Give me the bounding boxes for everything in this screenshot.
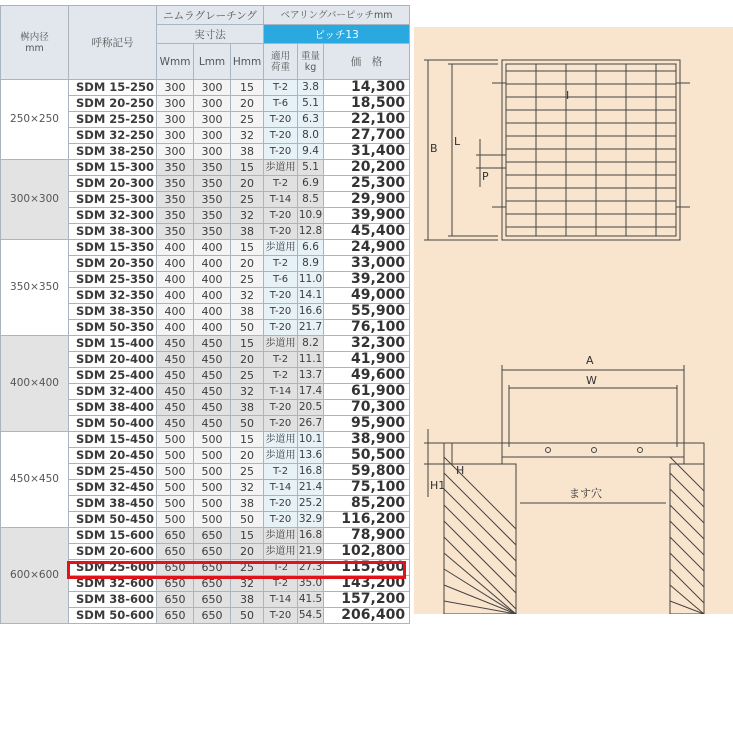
- cell-w: 350: [157, 192, 194, 208]
- cell-code: SDM 32-400: [69, 384, 157, 400]
- cell-price: 39,200: [324, 272, 410, 288]
- cell-load: T-20: [264, 512, 298, 528]
- label-h: H: [456, 464, 465, 477]
- cell-h: 32: [231, 576, 264, 592]
- cell-h: 50: [231, 416, 264, 432]
- cell-l: 400: [194, 304, 231, 320]
- cell-weight: 8.9: [298, 256, 324, 272]
- cell-weight: 21.4: [298, 480, 324, 496]
- cell-price: 157,200: [324, 592, 410, 608]
- cell-l: 450: [194, 352, 231, 368]
- label-w: W: [586, 374, 597, 387]
- table-row: [1, 80, 410, 96]
- cell-load: T-20: [264, 320, 298, 336]
- cell-l: 500: [194, 512, 231, 528]
- cell-code: SDM 15-350: [69, 240, 157, 256]
- cell-w: 300: [157, 112, 194, 128]
- cell-load: T-6: [264, 96, 298, 112]
- table-body: [1, 80, 410, 624]
- cell-price: 31,400: [324, 144, 410, 160]
- cell-price: 143,200: [324, 576, 410, 592]
- cell-price: 61,900: [324, 384, 410, 400]
- cell-load: T-20: [264, 608, 298, 624]
- cell-load: T-20: [264, 416, 298, 432]
- cell-weight: 25.2: [298, 496, 324, 512]
- size-cell: 400×400: [1, 336, 69, 432]
- cell-load: T-2: [264, 464, 298, 480]
- cell-weight: 26.7: [298, 416, 324, 432]
- cell-w: 450: [157, 416, 194, 432]
- cell-price: 27,700: [324, 128, 410, 144]
- cell-code: SDM 15-450: [69, 432, 157, 448]
- size-cell: 350×350: [1, 240, 69, 336]
- cell-h: 20: [231, 448, 264, 464]
- cell-price: 116,200: [324, 512, 410, 528]
- header-pitch13: ピッチ13: [264, 25, 410, 44]
- cell-h: 50: [231, 608, 264, 624]
- cell-code: SDM 32-450: [69, 480, 157, 496]
- cell-code: SDM 38-450: [69, 496, 157, 512]
- cell-load: T-14: [264, 384, 298, 400]
- cell-w: 400: [157, 288, 194, 304]
- cell-code: SDM 15-400: [69, 336, 157, 352]
- cell-h: 15: [231, 160, 264, 176]
- cell-w: 500: [157, 496, 194, 512]
- cell-price: 41,900: [324, 352, 410, 368]
- cell-w: 350: [157, 224, 194, 240]
- cell-w: 450: [157, 384, 194, 400]
- cell-weight: 20.5: [298, 400, 324, 416]
- technical-drawing: [414, 27, 733, 614]
- cell-code: SDM 50-450: [69, 512, 157, 528]
- cell-l: 650: [194, 560, 231, 576]
- cell-load: T-2: [264, 256, 298, 272]
- header-w: Wmm: [157, 44, 194, 80]
- cell-weight: 6.3: [298, 112, 324, 128]
- cell-weight: 54.5: [298, 608, 324, 624]
- table-row: [1, 336, 410, 352]
- cell-weight: 13.6: [298, 448, 324, 464]
- cell-price: 102,800: [324, 544, 410, 560]
- cell-l: 350: [194, 160, 231, 176]
- cell-w: 400: [157, 240, 194, 256]
- cell-l: 350: [194, 224, 231, 240]
- cell-h: 32: [231, 480, 264, 496]
- cell-code: SDM 25-600: [69, 560, 157, 576]
- cell-code: SDM 20-600: [69, 544, 157, 560]
- cell-price: 49,000: [324, 288, 410, 304]
- cell-weight: 8.0: [298, 128, 324, 144]
- cell-load: T-2: [264, 368, 298, 384]
- cell-weight: 32.9: [298, 512, 324, 528]
- cell-weight: 5.1: [298, 96, 324, 112]
- cell-h: 20: [231, 544, 264, 560]
- cell-code: SDM 38-400: [69, 400, 157, 416]
- cell-code: SDM 32-300: [69, 208, 157, 224]
- cell-l: 350: [194, 192, 231, 208]
- cell-load: T-20: [264, 144, 298, 160]
- cell-code: SDM 38-250: [69, 144, 157, 160]
- cell-load: T-20: [264, 128, 298, 144]
- cell-code: SDM 15-250: [69, 80, 157, 96]
- cell-w: 450: [157, 352, 194, 368]
- table-row: [1, 528, 410, 544]
- cell-price: 78,900: [324, 528, 410, 544]
- cell-load: T-14: [264, 192, 298, 208]
- header-bearing-pitch: ベアリングバーピッチmm: [264, 6, 410, 25]
- cell-h: 20: [231, 352, 264, 368]
- label-l: L: [454, 135, 461, 148]
- cell-l: 300: [194, 80, 231, 96]
- header-size: 桝内径 mm: [1, 6, 69, 80]
- cell-w: 300: [157, 96, 194, 112]
- cell-h: 38: [231, 400, 264, 416]
- cell-code: SDM 50-600: [69, 608, 157, 624]
- cell-l: 650: [194, 576, 231, 592]
- cell-price: 18,500: [324, 96, 410, 112]
- cell-w: 400: [157, 320, 194, 336]
- cell-w: 650: [157, 592, 194, 608]
- cell-h: 15: [231, 80, 264, 96]
- cell-price: 32,300: [324, 336, 410, 352]
- cell-l: 400: [194, 240, 231, 256]
- cell-l: 400: [194, 272, 231, 288]
- cell-weight: 21.9: [298, 544, 324, 560]
- cell-price: 85,200: [324, 496, 410, 512]
- cell-load: T-2: [264, 576, 298, 592]
- header-weight: 重量 kg: [298, 44, 324, 80]
- cell-w: 450: [157, 368, 194, 384]
- cell-price: 20,200: [324, 160, 410, 176]
- cell-w: 500: [157, 448, 194, 464]
- cell-code: SDM 32-250: [69, 128, 157, 144]
- cell-w: 300: [157, 128, 194, 144]
- cell-load: 歩道用: [264, 528, 298, 544]
- cell-l: 500: [194, 464, 231, 480]
- cell-w: 500: [157, 432, 194, 448]
- cell-h: 15: [231, 528, 264, 544]
- cell-l: 450: [194, 368, 231, 384]
- cell-w: 450: [157, 336, 194, 352]
- size-cell: 250×250: [1, 80, 69, 160]
- cell-code: SDM 20-400: [69, 352, 157, 368]
- section-view: [424, 365, 704, 614]
- cell-code: SDM 38-350: [69, 304, 157, 320]
- cell-h: 32: [231, 208, 264, 224]
- cell-price: 22,100: [324, 112, 410, 128]
- cell-price: 70,300: [324, 400, 410, 416]
- plan-view: [424, 60, 690, 240]
- cell-load: T-20: [264, 304, 298, 320]
- cell-load: T-2: [264, 560, 298, 576]
- cell-load: T-20: [264, 224, 298, 240]
- label-hole: ます穴: [569, 487, 602, 500]
- cell-load: T-20: [264, 208, 298, 224]
- cell-h: 25: [231, 560, 264, 576]
- cell-load: T-2: [264, 176, 298, 192]
- cell-price: 14,300: [324, 80, 410, 96]
- cell-w: 650: [157, 560, 194, 576]
- cell-w: 650: [157, 576, 194, 592]
- cell-h: 25: [231, 272, 264, 288]
- cell-l: 500: [194, 480, 231, 496]
- cell-load: T-2: [264, 80, 298, 96]
- cell-code: SDM 50-350: [69, 320, 157, 336]
- cell-code: SDM 25-250: [69, 112, 157, 128]
- cell-weight: 6.6: [298, 240, 324, 256]
- header-dimensions: 実寸法: [157, 25, 264, 44]
- cell-load: T-20: [264, 288, 298, 304]
- label-i: I: [566, 89, 570, 102]
- cell-h: 38: [231, 144, 264, 160]
- cell-h: 38: [231, 304, 264, 320]
- spec-table: [0, 5, 410, 624]
- cell-w: 500: [157, 464, 194, 480]
- cell-price: 33,000: [324, 256, 410, 272]
- cell-code: SDM 20-250: [69, 96, 157, 112]
- cell-h: 38: [231, 592, 264, 608]
- cell-weight: 14.1: [298, 288, 324, 304]
- label-a: A: [586, 354, 594, 367]
- cell-code: SDM 15-300: [69, 160, 157, 176]
- header-h: Hmm: [231, 44, 264, 80]
- cell-l: 400: [194, 256, 231, 272]
- header-code: 呼称記号: [69, 6, 157, 80]
- cell-l: 400: [194, 320, 231, 336]
- cell-price: 115,800: [324, 560, 410, 576]
- cell-load: T-20: [264, 496, 298, 512]
- cell-w: 350: [157, 176, 194, 192]
- label-b: B: [430, 142, 438, 155]
- cell-code: SDM 38-300: [69, 224, 157, 240]
- cell-l: 650: [194, 528, 231, 544]
- cell-price: 38,900: [324, 432, 410, 448]
- cell-weight: 13.7: [298, 368, 324, 384]
- cell-load: T-14: [264, 480, 298, 496]
- cell-weight: 16.6: [298, 304, 324, 320]
- cell-l: 500: [194, 496, 231, 512]
- cell-w: 650: [157, 608, 194, 624]
- cell-w: 450: [157, 400, 194, 416]
- cell-l: 450: [194, 336, 231, 352]
- cell-load: 歩道用: [264, 240, 298, 256]
- cell-w: 350: [157, 160, 194, 176]
- size-cell: 450×450: [1, 432, 69, 528]
- cell-h: 38: [231, 224, 264, 240]
- size-cell: 600×600: [1, 528, 69, 624]
- cell-weight: 9.4: [298, 144, 324, 160]
- cell-code: SDM 20-450: [69, 448, 157, 464]
- cell-code: SDM 25-350: [69, 272, 157, 288]
- cell-code: SDM 20-300: [69, 176, 157, 192]
- cell-price: 45,400: [324, 224, 410, 240]
- cell-price: 75,100: [324, 480, 410, 496]
- cell-price: 39,900: [324, 208, 410, 224]
- cell-load: T-14: [264, 592, 298, 608]
- cell-w: 300: [157, 80, 194, 96]
- cell-l: 300: [194, 96, 231, 112]
- cell-load: 歩道用: [264, 544, 298, 560]
- cell-l: 300: [194, 144, 231, 160]
- table-row: [1, 160, 410, 176]
- size-cell: 300×300: [1, 160, 69, 240]
- cell-l: 650: [194, 608, 231, 624]
- cell-h: 15: [231, 336, 264, 352]
- cell-load: 歩道用: [264, 160, 298, 176]
- cell-weight: 6.9: [298, 176, 324, 192]
- cell-l: 400: [194, 288, 231, 304]
- cell-weight: 27.3: [298, 560, 324, 576]
- cell-h: 20: [231, 176, 264, 192]
- cell-load: 歩道用: [264, 448, 298, 464]
- cell-price: 76,100: [324, 320, 410, 336]
- table-row: [1, 240, 410, 256]
- cell-weight: 11.1: [298, 352, 324, 368]
- cell-code: SDM 15-600: [69, 528, 157, 544]
- cell-w: 350: [157, 208, 194, 224]
- cell-code: SDM 20-350: [69, 256, 157, 272]
- cell-l: 450: [194, 400, 231, 416]
- cell-h: 32: [231, 288, 264, 304]
- cell-h: 25: [231, 368, 264, 384]
- cell-w: 400: [157, 256, 194, 272]
- cell-h: 32: [231, 128, 264, 144]
- cell-weight: 16.8: [298, 528, 324, 544]
- cell-price: 59,800: [324, 464, 410, 480]
- cell-l: 300: [194, 112, 231, 128]
- cell-load: T-20: [264, 400, 298, 416]
- cell-code: SDM 32-350: [69, 288, 157, 304]
- cell-l: 450: [194, 384, 231, 400]
- cell-weight: 41.5: [298, 592, 324, 608]
- header-l: Lmm: [194, 44, 231, 80]
- cell-price: 24,900: [324, 240, 410, 256]
- cell-h: 32: [231, 384, 264, 400]
- cell-code: SDM 25-300: [69, 192, 157, 208]
- cell-load: T-2: [264, 352, 298, 368]
- cell-h: 25: [231, 192, 264, 208]
- cell-w: 400: [157, 304, 194, 320]
- cell-price: 206,400: [324, 608, 410, 624]
- cell-weight: 8.2: [298, 336, 324, 352]
- cell-l: 350: [194, 176, 231, 192]
- drawing-panel: [414, 27, 733, 614]
- cell-weight: 5.1: [298, 160, 324, 176]
- cell-price: 49,600: [324, 368, 410, 384]
- label-h1: H1: [430, 479, 446, 492]
- cell-h: 50: [231, 512, 264, 528]
- cell-h: 20: [231, 96, 264, 112]
- cell-code: SDM 38-600: [69, 592, 157, 608]
- cell-code: SDM 32-600: [69, 576, 157, 592]
- cell-l: 500: [194, 448, 231, 464]
- cell-weight: 12.8: [298, 224, 324, 240]
- table-row: [1, 432, 410, 448]
- cell-weight: 10.9: [298, 208, 324, 224]
- cell-h: 25: [231, 112, 264, 128]
- cell-h: 20: [231, 256, 264, 272]
- cell-weight: 10.1: [298, 432, 324, 448]
- cell-l: 500: [194, 432, 231, 448]
- cell-price: 95,900: [324, 416, 410, 432]
- header-price: 価 格: [324, 44, 410, 80]
- cell-h: 38: [231, 496, 264, 512]
- label-p: P: [482, 170, 489, 183]
- cell-weight: 21.7: [298, 320, 324, 336]
- cell-h: 15: [231, 432, 264, 448]
- cell-l: 350: [194, 208, 231, 224]
- header-load: 適用 荷重: [264, 44, 298, 80]
- cell-w: 300: [157, 144, 194, 160]
- cell-price: 25,300: [324, 176, 410, 192]
- cell-w: 400: [157, 272, 194, 288]
- cell-load: 歩道用: [264, 336, 298, 352]
- header-grating: ニムラグレーチング: [157, 6, 264, 25]
- cell-code: SDM 25-400: [69, 368, 157, 384]
- cell-h: 50: [231, 320, 264, 336]
- cell-load: T-6: [264, 272, 298, 288]
- cell-h: 15: [231, 240, 264, 256]
- cell-l: 450: [194, 416, 231, 432]
- cell-l: 650: [194, 544, 231, 560]
- cell-weight: 16.8: [298, 464, 324, 480]
- cell-code: SDM 25-450: [69, 464, 157, 480]
- cell-l: 300: [194, 128, 231, 144]
- cell-load: 歩道用: [264, 432, 298, 448]
- cell-code: SDM 50-400: [69, 416, 157, 432]
- cell-price: 29,900: [324, 192, 410, 208]
- cell-weight: 17.4: [298, 384, 324, 400]
- cell-l: 650: [194, 592, 231, 608]
- cell-price: 55,900: [324, 304, 410, 320]
- cell-w: 650: [157, 544, 194, 560]
- cell-load: T-20: [264, 112, 298, 128]
- cell-w: 500: [157, 512, 194, 528]
- cell-weight: 35.0: [298, 576, 324, 592]
- cell-price: 50,500: [324, 448, 410, 464]
- cell-weight: 11.0: [298, 272, 324, 288]
- cell-h: 25: [231, 464, 264, 480]
- cell-w: 650: [157, 528, 194, 544]
- cell-weight: 3.8: [298, 80, 324, 96]
- cell-w: 500: [157, 480, 194, 496]
- cell-weight: 8.5: [298, 192, 324, 208]
